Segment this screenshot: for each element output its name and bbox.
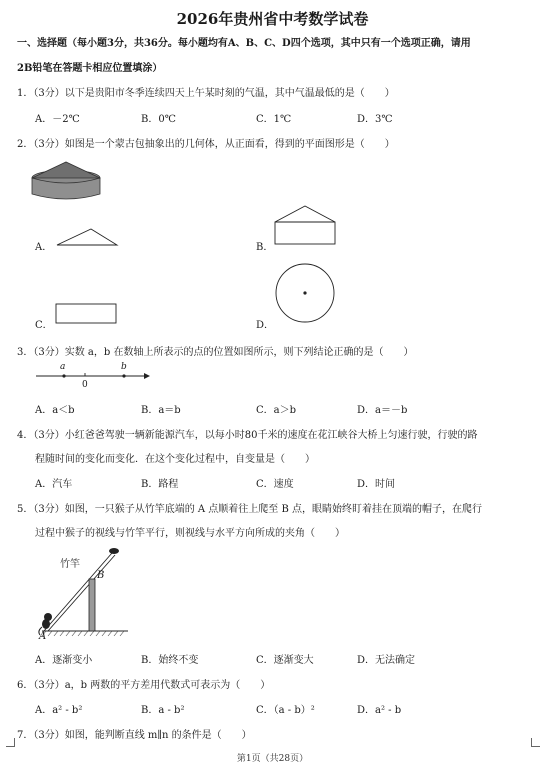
monkey-pole-figure xyxy=(36,545,136,641)
question-1-option-d: D．3℃ xyxy=(357,114,393,125)
page-corner-mark-left xyxy=(6,738,15,747)
question-3-option-c: C．a＞b xyxy=(256,405,297,416)
question-2-option-a: A． xyxy=(35,242,53,253)
question-6-option-b: B．a - b² xyxy=(141,705,185,716)
question-1-option-c: C．1℃ xyxy=(256,114,292,125)
question-2-option-b: B． xyxy=(256,242,274,253)
number-line-label-zero: 0 xyxy=(82,380,88,390)
question-5-option-c: C．逐渐变大 xyxy=(256,655,314,666)
figure-label-bamboo-pole: 竹竿 xyxy=(60,559,80,570)
triangle-shape-option-a xyxy=(55,225,121,249)
question-5-option-a: A．逐渐变小 xyxy=(35,655,93,666)
question-7-stem: 7．（3分）如图，能判断直线 m∥n 的条件是（ ） xyxy=(17,730,252,741)
rectangle-shape-option-c xyxy=(54,302,118,326)
section-heading-line1: 一、选择题（每小题3分，共36分。每小题均有A、B、C、D四个选项，其中只有一个选项正确，请用 xyxy=(17,38,471,49)
mongolian-yurt-figure xyxy=(30,158,110,204)
page-footer: 第1页（共28页） xyxy=(236,754,309,764)
question-4-stem-line2: 程随时间的变化而变化．在这个变化过程中，自变量是（ ） xyxy=(35,454,315,465)
number-line-figure xyxy=(34,362,154,390)
question-3-stem: 3．（3分）实数 a，b 在数轴上所表示的点的位置如图所示，则下列结论正确的是（ ） xyxy=(17,347,414,358)
question-4-option-b: B．路程 xyxy=(141,479,179,490)
question-2-option-c: C． xyxy=(35,320,53,331)
question-3-option-b: B．a＝b xyxy=(141,405,181,416)
question-5-option-d: D．无法确定 xyxy=(357,655,416,666)
question-3-option-a: A．a＜b xyxy=(35,405,75,416)
question-5-option-b: B．始终不变 xyxy=(141,655,199,666)
question-4-option-c: C．速度 xyxy=(256,479,294,490)
question-6-option-c: C．（a - b）² xyxy=(256,705,315,716)
question-6-stem: 6．（3分）a，b 两数的平方差用代数式可表示为（ ） xyxy=(17,680,271,691)
question-5-stem-line2: 过程中猴子的视线与竹竿平行，则视线与水平方向所成的夹角（ ） xyxy=(35,528,345,539)
question-3-option-d: D．a＝－b xyxy=(357,405,408,416)
section-heading-line2: 2B铅笔在答题卡相应位置填涂） xyxy=(17,63,163,74)
question-2-option-d: D． xyxy=(256,320,275,331)
question-1-option-a: A．－2℃ xyxy=(35,114,80,125)
question-6-option-d: D．a² - b xyxy=(357,705,402,716)
question-4-option-a: A．汽车 xyxy=(35,479,73,490)
question-5-stem-line1: 5．（3分）如图，一只猴子从竹竿底端的 A 点顺着往上爬至 B 点，眼睛始终盯着挂在顶端的帽子，在爬行 xyxy=(17,504,483,515)
number-line-label-a: a xyxy=(60,362,66,372)
question-2-stem: 2．（3分）如图是一个蒙古包抽象出的几何体，从正面看，得到的平面图形是（ ） xyxy=(17,139,395,150)
number-line-label-b: b xyxy=(121,362,127,372)
figure-label-point-a: A xyxy=(39,631,47,642)
page-title: 2026年贵州省中考数学试卷 xyxy=(176,10,369,28)
figure-label-point-b: B xyxy=(97,570,105,581)
question-1-stem: 1．（3分）以下是贵阳市冬季连续四天上午某时刻的气温，其中气温最低的是（ ） xyxy=(17,88,395,99)
question-6-option-a: A．a² - b² xyxy=(35,705,83,716)
page-corner-mark-right xyxy=(531,738,540,747)
question-4-option-d: D．时间 xyxy=(357,479,396,490)
question-1-option-b: B．0℃ xyxy=(141,114,176,125)
pentagon-house-shape-option-b xyxy=(272,204,338,248)
circle-with-center-shape-option-d xyxy=(274,262,336,324)
question-4-stem-line1: 4．（3分）小红爸爸驾驶一辆新能源汽车，以每小时80千米的速度在花江峡谷大桥上匀速行驶，行驶的路 xyxy=(17,430,478,441)
